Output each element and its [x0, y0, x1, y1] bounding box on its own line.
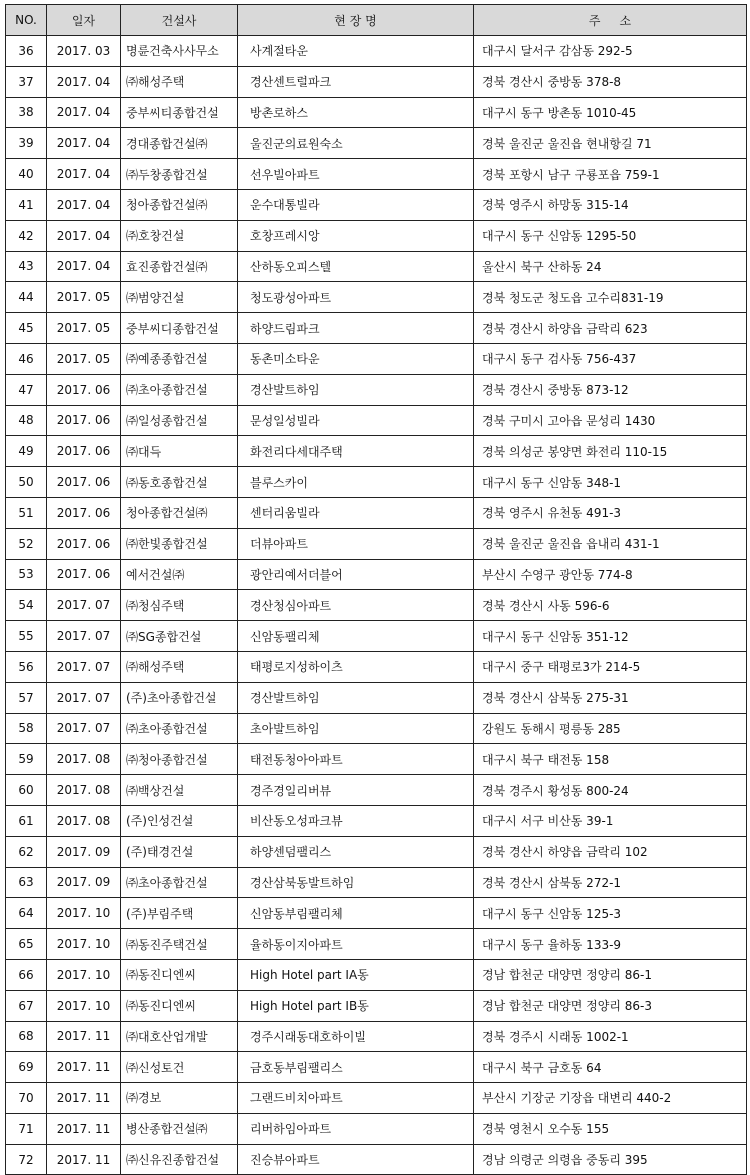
cell-builder: (주)초아종합건설 — [121, 682, 238, 713]
table-row — [6, 343, 747, 374]
table-row — [6, 282, 747, 313]
cell-date: 2017. 09 — [47, 867, 121, 898]
cell-address: 경남 합천군 대양면 정양리 86-1 — [474, 959, 747, 990]
table-row — [6, 713, 747, 744]
cell-address: 대구시 북구 금호동 64 — [474, 1052, 747, 1083]
cell-site: 문성일성빌라 — [238, 405, 474, 436]
cell-date: 2017. 10 — [47, 990, 121, 1021]
cell-date: 2017. 06 — [47, 467, 121, 498]
table-row — [6, 990, 747, 1021]
cell-no: 58 — [6, 713, 47, 744]
cell-address: 경남 의령군 의령읍 중동리 395 — [474, 1144, 747, 1175]
cell-no: 40 — [6, 159, 47, 190]
cell-no: 59 — [6, 744, 47, 775]
cell-no: 60 — [6, 775, 47, 806]
cell-date: 2017. 08 — [47, 775, 121, 806]
cell-builder: 중부씨티종합건설 — [121, 97, 238, 128]
cell-no: 62 — [6, 836, 47, 867]
cell-address: 경북 구미시 고아읍 문성리 1430 — [474, 405, 747, 436]
cell-no: 65 — [6, 929, 47, 960]
cell-builder: ㈜범양건설 — [121, 282, 238, 313]
table-row — [6, 898, 747, 929]
cell-date: 2017. 04 — [47, 159, 121, 190]
cell-builder: ㈜동호종합건설 — [121, 467, 238, 498]
cell-date: 2017. 10 — [47, 898, 121, 929]
cell-site: 신암동팰리체 — [238, 621, 474, 652]
cell-no: 43 — [6, 251, 47, 282]
cell-no: 41 — [6, 189, 47, 220]
cell-no: 64 — [6, 898, 47, 929]
cell-date: 2017. 06 — [47, 497, 121, 528]
table-row — [6, 1052, 747, 1083]
cell-site: 경산발트하임 — [238, 374, 474, 405]
cell-no: 56 — [6, 651, 47, 682]
cell-builder: 경대종합건설㈜ — [121, 128, 238, 159]
cell-no: 39 — [6, 128, 47, 159]
cell-date: 2017. 04 — [47, 128, 121, 159]
table-row — [6, 528, 747, 559]
cell-no: 55 — [6, 621, 47, 652]
cell-date: 2017. 05 — [47, 343, 121, 374]
cell-builder: 명륜건축사사무소 — [121, 36, 238, 67]
table-row — [6, 497, 747, 528]
cell-site: 청도광성아파트 — [238, 282, 474, 313]
table-row — [6, 1083, 747, 1114]
table-row — [6, 559, 747, 590]
cell-address: 부산시 수영구 광안동 774-8 — [474, 559, 747, 590]
cell-site: 신암동부림팰리체 — [238, 898, 474, 929]
cell-site: 더뷰아파트 — [238, 528, 474, 559]
cell-no: 70 — [6, 1083, 47, 1114]
cell-builder: 예서건설㈜ — [121, 559, 238, 590]
cell-address: 대구시 동구 율하동 133-9 — [474, 929, 747, 960]
cell-address: 경북 경산시 삼북동 272-1 — [474, 867, 747, 898]
cell-date: 2017. 05 — [47, 313, 121, 344]
cell-builder: 병산종합건설㈜ — [121, 1113, 238, 1144]
cell-date: 2017. 04 — [47, 220, 121, 251]
cell-address: 경남 합천군 대양면 정양리 86-3 — [474, 990, 747, 1021]
cell-address: 경북 영주시 하망동 315-14 — [474, 189, 747, 220]
cell-builder: ㈜신성토건 — [121, 1052, 238, 1083]
cell-site: 울진군의료원숙소 — [238, 128, 474, 159]
cell-address: 경북 의성군 봉양면 화전리 110-15 — [474, 436, 747, 467]
cell-date: 2017. 08 — [47, 744, 121, 775]
cell-address: 경북 청도군 청도읍 고수리831-19 — [474, 282, 747, 313]
cell-site: 광안리예서더블어 — [238, 559, 474, 590]
cell-builder: 청아종합건설㈜ — [121, 497, 238, 528]
cell-site: 금호동부림팰리스 — [238, 1052, 474, 1083]
cell-date: 2017. 07 — [47, 713, 121, 744]
table-row — [6, 436, 747, 467]
cell-site: 초아발트하임 — [238, 713, 474, 744]
cell-site: 리버하임아파트 — [238, 1113, 474, 1144]
cell-builder: 청아종합건설㈜ — [121, 189, 238, 220]
cell-no: 57 — [6, 682, 47, 713]
header-site: 현 장 명 — [238, 5, 474, 36]
cell-no: 48 — [6, 405, 47, 436]
cell-date: 2017. 11 — [47, 1113, 121, 1144]
table-row — [6, 805, 747, 836]
cell-no: 63 — [6, 867, 47, 898]
table-row — [6, 651, 747, 682]
cell-builder: ㈜SG종합건설 — [121, 621, 238, 652]
cell-site: 율하동이지아파트 — [238, 929, 474, 960]
cell-date: 2017. 11 — [47, 1052, 121, 1083]
table-row — [6, 189, 747, 220]
cell-builder: ㈜동진디엔씨 — [121, 990, 238, 1021]
cell-builder: ㈜초아종합건설 — [121, 374, 238, 405]
table-row — [6, 867, 747, 898]
cell-address: 강원도 동해시 평릉동 285 — [474, 713, 747, 744]
cell-site: 산하동오피스텔 — [238, 251, 474, 282]
table-body — [6, 36, 747, 1175]
cell-date: 2017. 10 — [47, 959, 121, 990]
cell-address: 경북 영천시 오수동 155 — [474, 1113, 747, 1144]
cell-no: 44 — [6, 282, 47, 313]
cell-builder: 효진종합건설㈜ — [121, 251, 238, 282]
cell-no: 47 — [6, 374, 47, 405]
cell-site: 경주경일리버뷰 — [238, 775, 474, 806]
cell-builder: ㈜대득 — [121, 436, 238, 467]
table-row — [6, 313, 747, 344]
cell-date: 2017. 06 — [47, 528, 121, 559]
cell-site: 하양센덤팰리스 — [238, 836, 474, 867]
cell-site: 선우빌아파트 — [238, 159, 474, 190]
cell-address: 경북 경산시 중방동 873-12 — [474, 374, 747, 405]
cell-date: 2017. 04 — [47, 97, 121, 128]
cell-no: 46 — [6, 343, 47, 374]
cell-site: 사계절타운 — [238, 36, 474, 67]
table-row — [6, 128, 747, 159]
cell-builder: ㈜동진디엔씨 — [121, 959, 238, 990]
cell-no: 69 — [6, 1052, 47, 1083]
cell-site: 동촌미소타운 — [238, 343, 474, 374]
cell-date: 2017. 06 — [47, 436, 121, 467]
cell-address: 경북 경산시 삼북동 275-31 — [474, 682, 747, 713]
cell-address: 경북 영주시 유천동 491-3 — [474, 497, 747, 528]
table-row — [6, 682, 747, 713]
cell-date: 2017. 10 — [47, 929, 121, 960]
cell-builder: ㈜동진주택건설 — [121, 929, 238, 960]
cell-address: 대구시 동구 신암동 125-3 — [474, 898, 747, 929]
cell-address: 경북 울진군 울진읍 읍내리 431-1 — [474, 528, 747, 559]
cell-address: 경북 경주시 시래동 1002-1 — [474, 1021, 747, 1052]
cell-address: 대구시 동구 검사동 756-437 — [474, 343, 747, 374]
cell-site: 경산청심아파트 — [238, 590, 474, 621]
cell-no: 49 — [6, 436, 47, 467]
cell-address: 경북 경산시 사동 596-6 — [474, 590, 747, 621]
cell-no: 53 — [6, 559, 47, 590]
cell-address: 대구시 서구 비산동 39-1 — [474, 805, 747, 836]
cell-address: 대구시 북구 태전동 158 — [474, 744, 747, 775]
table-header — [6, 5, 747, 36]
cell-builder: ㈜백상건설 — [121, 775, 238, 806]
cell-builder: (주)부림주택 — [121, 898, 238, 929]
cell-address: 대구시 동구 신암동 348-1 — [474, 467, 747, 498]
cell-address: 대구시 동구 신암동 1295-50 — [474, 220, 747, 251]
table-row — [6, 467, 747, 498]
cell-address: 경북 울진군 울진읍 현내항길 71 — [474, 128, 747, 159]
cell-builder: ㈜해성주택 — [121, 651, 238, 682]
table-row — [6, 775, 747, 806]
cell-date: 2017. 05 — [47, 282, 121, 313]
project-list-table-wrapper — [5, 4, 746, 1175]
cell-no: 45 — [6, 313, 47, 344]
cell-date: 2017. 07 — [47, 651, 121, 682]
cell-date: 2017. 04 — [47, 66, 121, 97]
cell-builder: ㈜경보 — [121, 1083, 238, 1114]
cell-address: 대구시 동구 방촌동 1010-45 — [474, 97, 747, 128]
cell-builder: ㈜한빛종합건설 — [121, 528, 238, 559]
cell-builder: ㈜청아종합건설 — [121, 744, 238, 775]
cell-address: 대구시 동구 신암동 351-12 — [474, 621, 747, 652]
table-row — [6, 1021, 747, 1052]
cell-site: 방촌로하스 — [238, 97, 474, 128]
table-row — [6, 405, 747, 436]
cell-site: 태전동청아아파트 — [238, 744, 474, 775]
cell-site: 블루스카이 — [238, 467, 474, 498]
cell-date: 2017. 11 — [47, 1083, 121, 1114]
cell-address: 경북 경산시 하양읍 금락리 623 — [474, 313, 747, 344]
cell-builder: ㈜일성종합건설 — [121, 405, 238, 436]
cell-site: 화전리다세대주택 — [238, 436, 474, 467]
cell-site: 경주시래동대호하이빌 — [238, 1021, 474, 1052]
cell-builder: ㈜초아종합건설 — [121, 867, 238, 898]
cell-date: 2017. 09 — [47, 836, 121, 867]
cell-site: 하양드림파크 — [238, 313, 474, 344]
cell-date: 2017. 08 — [47, 805, 121, 836]
cell-builder: ㈜예종종합건설 — [121, 343, 238, 374]
header-builder: 건설사 — [121, 5, 238, 36]
cell-no: 67 — [6, 990, 47, 1021]
cell-date: 2017. 06 — [47, 559, 121, 590]
cell-no: 36 — [6, 36, 47, 67]
cell-builder: ㈜초아종합건설 — [121, 713, 238, 744]
table-row — [6, 929, 747, 960]
table-row — [6, 621, 747, 652]
cell-site: 태평로지성하이츠 — [238, 651, 474, 682]
cell-date: 2017. 03 — [47, 36, 121, 67]
cell-builder: 중부씨디종합건설 — [121, 313, 238, 344]
cell-builder: ㈜두창종합건설 — [121, 159, 238, 190]
table-row — [6, 836, 747, 867]
cell-no: 66 — [6, 959, 47, 990]
cell-site: 센터리움빌라 — [238, 497, 474, 528]
cell-date: 2017. 07 — [47, 621, 121, 652]
cell-address: 경북 경주시 황성동 800-24 — [474, 775, 747, 806]
cell-site: 운수대통빌라 — [238, 189, 474, 220]
cell-builder: ㈜청심주택 — [121, 590, 238, 621]
cell-site: 경산센트럴파크 — [238, 66, 474, 97]
cell-no: 51 — [6, 497, 47, 528]
cell-no: 61 — [6, 805, 47, 836]
cell-date: 2017. 07 — [47, 682, 121, 713]
cell-no: 72 — [6, 1144, 47, 1175]
cell-address: 경북 경산시 하양읍 금락리 102 — [474, 836, 747, 867]
cell-no: 52 — [6, 528, 47, 559]
table-row — [6, 374, 747, 405]
cell-no: 37 — [6, 66, 47, 97]
cell-builder: (주)태경건설 — [121, 836, 238, 867]
cell-no: 68 — [6, 1021, 47, 1052]
cell-date: 2017. 07 — [47, 590, 121, 621]
cell-address: 부산시 기장군 기장읍 대변리 440-2 — [474, 1083, 747, 1114]
header-row — [6, 5, 747, 36]
cell-date: 2017. 04 — [47, 251, 121, 282]
table-row — [6, 97, 747, 128]
cell-builder: ㈜대호산업개발 — [121, 1021, 238, 1052]
cell-builder: ㈜호창건설 — [121, 220, 238, 251]
cell-site: 호창프레시앙 — [238, 220, 474, 251]
table-row — [6, 959, 747, 990]
cell-date: 2017. 11 — [47, 1021, 121, 1052]
table-row — [6, 590, 747, 621]
table-row — [6, 36, 747, 67]
cell-site: 경산삼북동발트하임 — [238, 867, 474, 898]
cell-no: 54 — [6, 590, 47, 621]
cell-builder: ㈜신유진종합건설 — [121, 1144, 238, 1175]
table-row — [6, 744, 747, 775]
cell-address: 경북 포항시 남구 구룡포읍 759-1 — [474, 159, 747, 190]
table-row — [6, 1113, 747, 1144]
table-row — [6, 159, 747, 190]
header-no: NO. — [6, 5, 47, 36]
cell-address: 울산시 북구 산하동 24 — [474, 251, 747, 282]
cell-date: 2017. 04 — [47, 189, 121, 220]
table-row — [6, 251, 747, 282]
cell-no: 71 — [6, 1113, 47, 1144]
cell-address: 대구시 중구 태평로3가 214-5 — [474, 651, 747, 682]
cell-site: 경산발트하임 — [238, 682, 474, 713]
project-list-table — [5, 4, 747, 1175]
cell-builder: ㈜해성주택 — [121, 66, 238, 97]
cell-site: High Hotel part ⅠA동 — [238, 959, 474, 990]
cell-no: 38 — [6, 97, 47, 128]
cell-date: 2017. 06 — [47, 405, 121, 436]
cell-date: 2017. 06 — [47, 374, 121, 405]
table-row — [6, 66, 747, 97]
cell-address: 대구시 달서구 감삼동 292-5 — [474, 36, 747, 67]
table-row — [6, 220, 747, 251]
cell-builder: (주)인성건설 — [121, 805, 238, 836]
cell-address: 경북 경산시 중방동 378-8 — [474, 66, 747, 97]
cell-site: 비산동오성파크뷰 — [238, 805, 474, 836]
cell-no: 50 — [6, 467, 47, 498]
cell-no: 42 — [6, 220, 47, 251]
cell-date: 2017. 11 — [47, 1144, 121, 1175]
table-row — [6, 1144, 747, 1175]
header-date: 일자 — [47, 5, 121, 36]
header-address: 주 소 — [474, 5, 747, 36]
cell-site: 그랜드비치아파트 — [238, 1083, 474, 1114]
cell-site: High Hotel part ⅠB동 — [238, 990, 474, 1021]
cell-site: 진승뷰아파트 — [238, 1144, 474, 1175]
